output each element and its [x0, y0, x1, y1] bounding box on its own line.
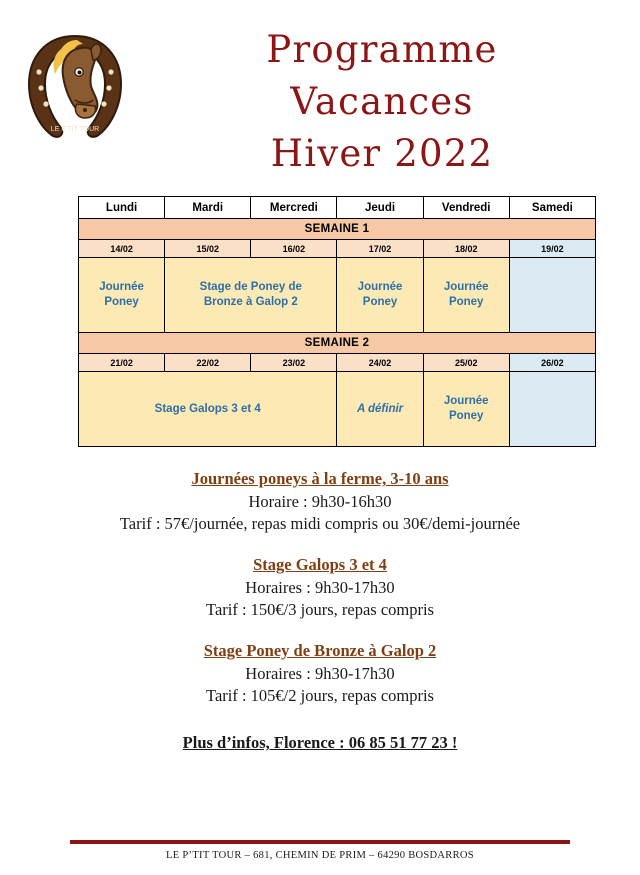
week-band-2: SEMAINE 2	[79, 333, 596, 354]
date-cell: 24/02	[337, 354, 423, 372]
schedule-table-container	[78, 196, 596, 447]
document-footer	[0, 840, 640, 861]
info-block-stage-galops-3-4	[40, 555, 600, 621]
info-block-journees-poneys	[40, 469, 600, 535]
date-cell: 25/02	[423, 354, 509, 372]
column-header-jeudi: Jeudi	[337, 197, 423, 219]
info-line: Tarif : 57€/journée, repas midi compris ou 30€/demi-journée	[119, 514, 521, 533]
week-band-1: SEMAINE 1	[79, 219, 596, 240]
footer-address: LE P’TIT TOUR – 681, CHEMIN DE PRIM – 64290 BOSDARROS	[166, 850, 474, 861]
activity-cell: Stage Galops 3 et 4	[79, 372, 337, 447]
title-line-1: Programme	[266, 28, 498, 71]
title-line-2: Vacances	[290, 80, 474, 123]
activity-cell-empty	[509, 258, 595, 333]
date-cell: 21/02	[79, 354, 165, 372]
week-band-row	[79, 219, 596, 240]
info-title: Journées poneys à la ferme, 3-10 ans	[191, 469, 449, 488]
column-header-mercredi: Mercredi	[251, 197, 337, 219]
info-line: Tarif : 105€/2 jours, repas compris	[206, 686, 434, 705]
date-cell: 23/02	[251, 354, 337, 372]
info-title: Stage Poney de Bronze à Galop 2	[203, 641, 437, 660]
column-header-vendredi: Vendredi	[423, 197, 509, 219]
horse-in-horseshoe-logo	[15, 30, 135, 140]
date-cell: 22/02	[165, 354, 251, 372]
activity-cell: Stage de Poney de Bronze à Galop 2	[165, 258, 337, 333]
info-line: Horaires : 9h30-17h30	[245, 578, 395, 597]
week-band-row	[79, 333, 596, 354]
date-cell: 17/02	[337, 240, 423, 258]
document-header	[0, 0, 640, 190]
info-block-stage-bronze-galop-2	[40, 641, 600, 707]
table-header-row	[79, 197, 596, 219]
column-header-mardi: Mardi	[165, 197, 251, 219]
info-line: Tarif : 150€/3 jours, repas compris	[206, 600, 434, 619]
footer-divider	[70, 840, 570, 844]
date-cell: 14/02	[79, 240, 165, 258]
activity-cell: Journée Poney	[337, 258, 423, 333]
info-line: Horaire : 9h30-16h30	[248, 492, 392, 511]
info-line: Horaires : 9h30-17h30	[245, 664, 395, 683]
activity-cell: Journée Poney	[423, 372, 509, 447]
date-row-week1	[79, 240, 596, 258]
activity-cell: A définir	[337, 372, 423, 447]
page-title	[150, 18, 640, 180]
logo-container	[0, 18, 150, 140]
date-row-week2	[79, 354, 596, 372]
info-sections	[40, 469, 600, 753]
logo-caption: LE P'TIT TOUR	[50, 126, 100, 133]
contact-line: Plus d’infos, Florence : 06 85 51 77 23 !	[182, 733, 458, 752]
activity-row-week1	[79, 258, 596, 333]
activity-cell: Journée Poney	[79, 258, 165, 333]
schedule-table	[78, 196, 596, 447]
activity-row-week2	[79, 372, 596, 447]
activity-cell: Journée Poney	[423, 258, 509, 333]
date-cell: 26/02	[509, 354, 595, 372]
column-header-lundi: Lundi	[79, 197, 165, 219]
activity-cell-empty	[509, 372, 595, 447]
date-cell: 15/02	[165, 240, 251, 258]
title-line-3: Hiver 2022	[270, 132, 494, 175]
date-cell: 19/02	[509, 240, 595, 258]
info-title: Stage Galops 3 et 4	[253, 555, 387, 574]
date-cell: 16/02	[251, 240, 337, 258]
column-header-samedi: Samedi	[509, 197, 595, 219]
date-cell: 18/02	[423, 240, 509, 258]
